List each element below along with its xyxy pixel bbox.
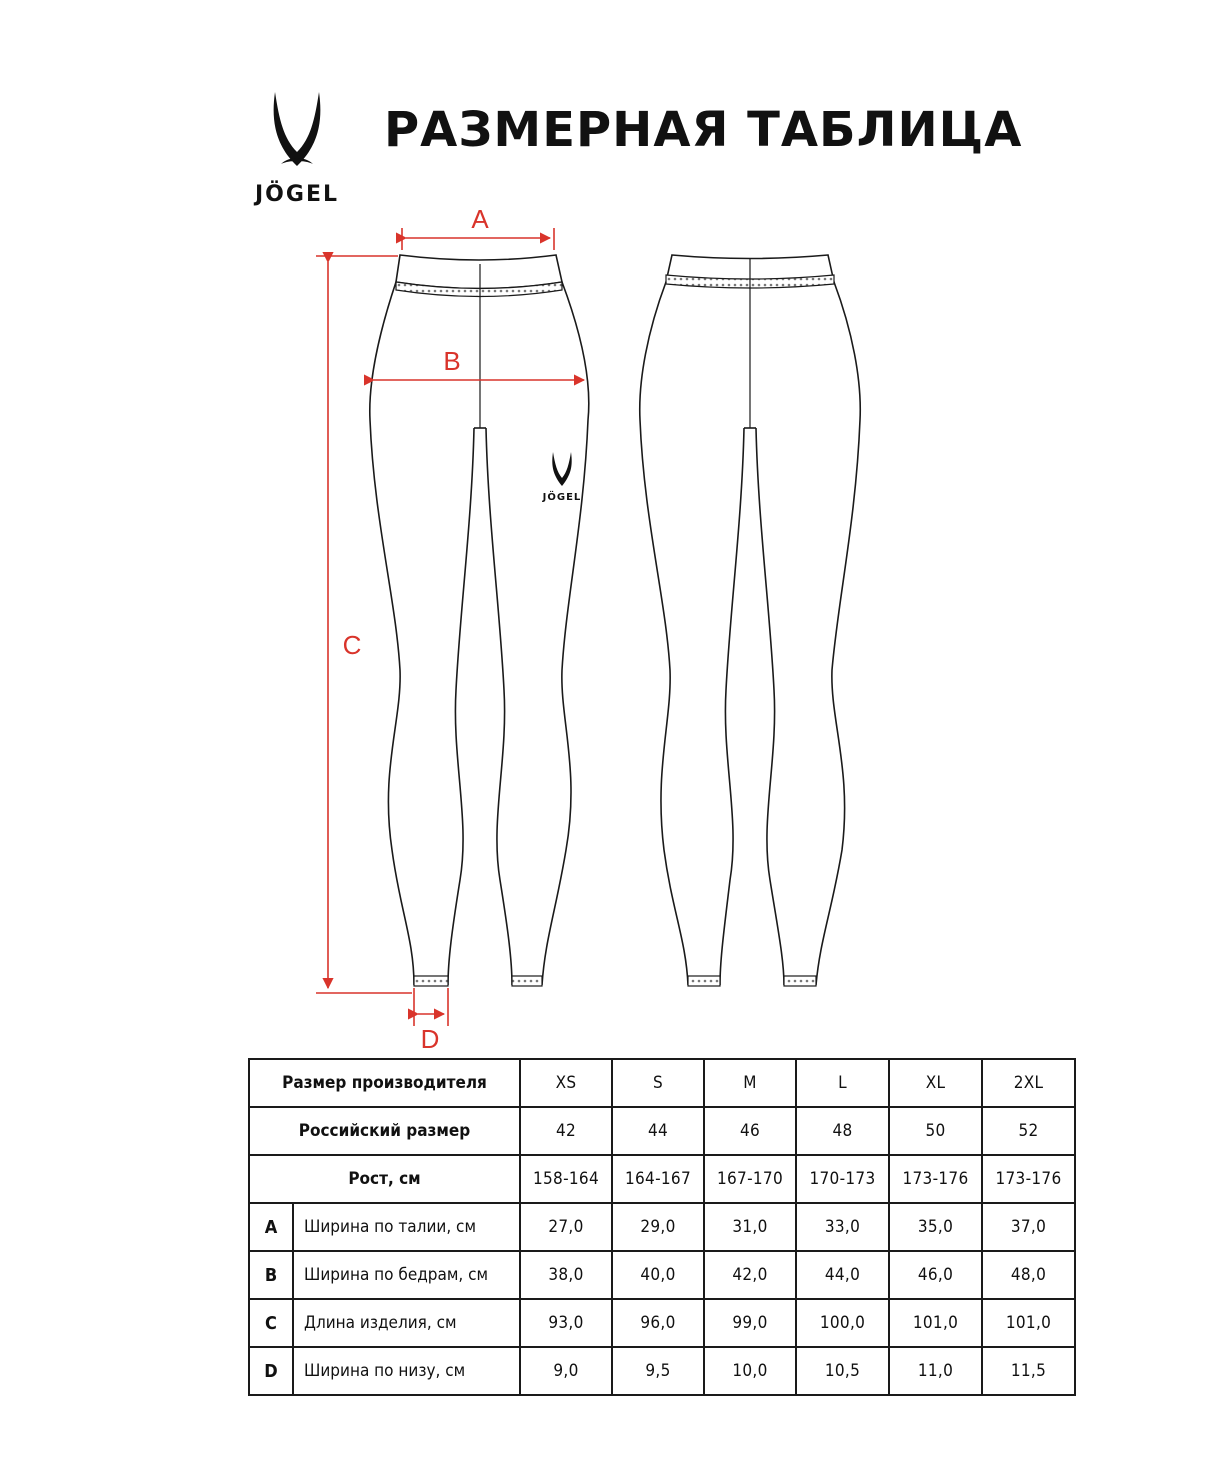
table-cell: 93,0	[520, 1299, 612, 1347]
table-cell: 50	[889, 1107, 982, 1155]
table-cell: 46,0	[889, 1251, 982, 1299]
label-a: A	[471, 204, 489, 234]
size-m: M	[704, 1059, 796, 1107]
row-description: Ширина по талии, см	[293, 1203, 520, 1251]
table-row-b	[249, 1251, 1075, 1299]
table-row-height	[249, 1155, 1075, 1203]
front-logo-text: JÖGEL	[542, 492, 582, 503]
table-cell: 40,0	[612, 1251, 704, 1299]
front-logo-icon	[542, 452, 582, 503]
table-cell: 48	[796, 1107, 889, 1155]
row-letter: B	[249, 1251, 293, 1299]
table-cell: 170-173	[796, 1155, 889, 1203]
row-letter: A	[249, 1203, 293, 1251]
size-xs: XS	[520, 1059, 612, 1107]
table-cell: 101,0	[982, 1299, 1075, 1347]
table-cell: 173-176	[982, 1155, 1075, 1203]
table-cell: 96,0	[612, 1299, 704, 1347]
size-l: L	[796, 1059, 889, 1107]
table-cell: 10,0	[704, 1347, 796, 1395]
row-description: Ширина по бедрам, см	[293, 1251, 520, 1299]
table-cell: 44	[612, 1107, 704, 1155]
table-cell: 35,0	[889, 1203, 982, 1251]
size-table	[248, 1058, 1076, 1396]
row-description: Ширина по низу, см	[293, 1347, 520, 1395]
table-cell: 42	[520, 1107, 612, 1155]
table-cell: 11,5	[982, 1347, 1075, 1395]
size-s: S	[612, 1059, 704, 1107]
table-row-c	[249, 1299, 1075, 1347]
table-cell: 167-170	[704, 1155, 796, 1203]
size-xl: XL	[889, 1059, 982, 1107]
label-d: D	[420, 1024, 440, 1054]
table-cell: 42,0	[704, 1251, 796, 1299]
table-cell: 37,0	[982, 1203, 1075, 1251]
table-cell: 173-176	[889, 1155, 982, 1203]
table-cell: 46	[704, 1107, 796, 1155]
table-cell: 52	[982, 1107, 1075, 1155]
size-2xl: 2XL	[982, 1059, 1075, 1107]
table-cell: 27,0	[520, 1203, 612, 1251]
table-cell: 99,0	[704, 1299, 796, 1347]
manufacturer-size-label: Размер производителя	[249, 1059, 520, 1107]
page-title: РАЗМЕРНАЯ ТАБЛИЦА	[384, 102, 1023, 158]
table-cell: 11,0	[889, 1347, 982, 1395]
table-row-manufacturer	[249, 1059, 1075, 1107]
logo-emblem-icon	[267, 90, 327, 170]
back-view	[640, 255, 861, 986]
table-cell: 44,0	[796, 1251, 889, 1299]
row-letter: D	[249, 1347, 293, 1395]
table-cell: 164-167	[612, 1155, 704, 1203]
table-cell: 31,0	[704, 1203, 796, 1251]
height-label: Рост, см	[249, 1155, 520, 1203]
table-cell: 100,0	[796, 1299, 889, 1347]
table-cell: 48,0	[982, 1251, 1075, 1299]
table-row-russian	[249, 1107, 1075, 1155]
logo-wordmark: JÖGEL	[255, 182, 339, 207]
table-cell: 33,0	[796, 1203, 889, 1251]
table-cell: 10,5	[796, 1347, 889, 1395]
row-description: Длина изделия, см	[293, 1299, 520, 1347]
table-cell: 29,0	[612, 1203, 704, 1251]
russian-size-label: Российский размер	[249, 1107, 520, 1155]
row-letter: C	[249, 1299, 293, 1347]
measure-lines	[316, 228, 584, 1026]
label-b: B	[443, 346, 461, 376]
table-row-a	[249, 1203, 1075, 1251]
brand-logo	[234, 90, 360, 210]
label-c: C	[342, 630, 362, 660]
table-cell: 9,0	[520, 1347, 612, 1395]
table-cell: 101,0	[889, 1299, 982, 1347]
table-cell: 38,0	[520, 1251, 612, 1299]
front-view	[370, 255, 589, 986]
table-cell: 158-164	[520, 1155, 612, 1203]
table-row-d	[249, 1347, 1075, 1395]
table-cell: 9,5	[612, 1347, 704, 1395]
